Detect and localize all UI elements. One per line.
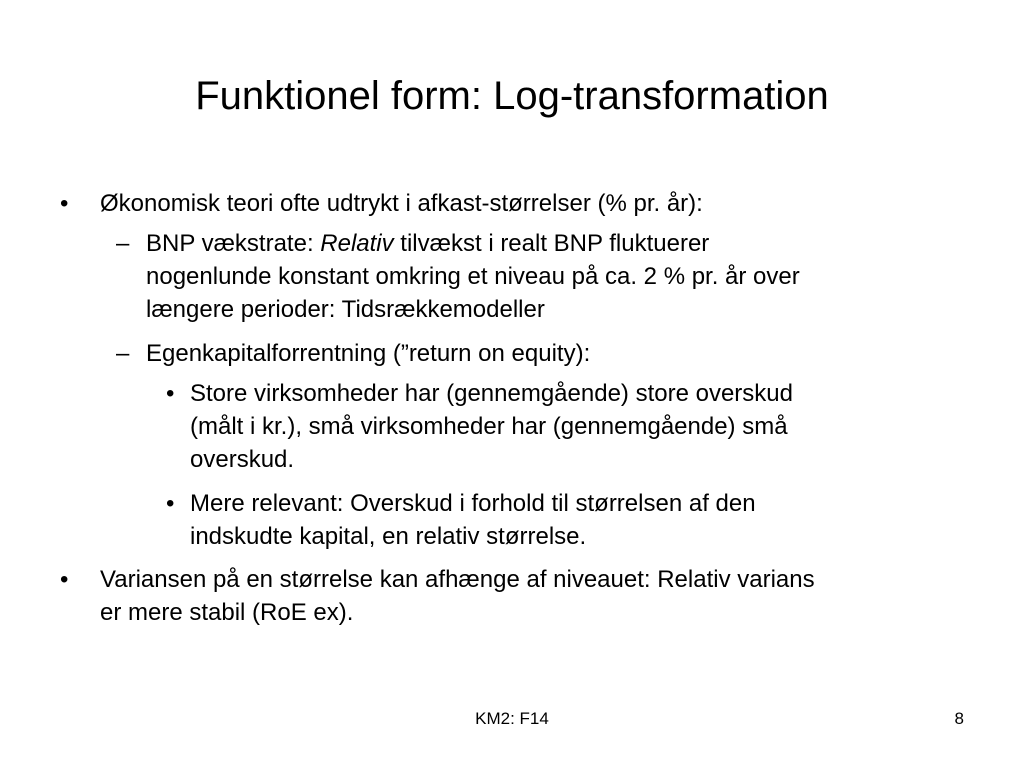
sub-item-prefix: BNP vækstrate:: [146, 230, 321, 257]
sub-item-line: [146, 227, 976, 260]
bullet-line: Variansen på en størrelse kan afhænge af niveauet: Relativ varians: [100, 566, 815, 593]
dash-icon: –: [116, 230, 130, 257]
bullet-item-economic-theory: [60, 187, 980, 220]
sub-item-line: nogenlunde konstant omkring et niveau på ca. 2 % pr. år over: [146, 263, 800, 290]
page-number: 8: [954, 709, 964, 728]
sub-sub-item-more-relevant: [166, 487, 980, 553]
emphasis-text: Relativ: [320, 230, 394, 257]
bullet-line: er mere stabil (RoE ex).: [100, 599, 354, 626]
bullet-icon: •: [166, 380, 175, 407]
sub-sub-item-line: indskudte kapital, en relativ størrelse.: [190, 523, 587, 550]
sub-sub-item-line: Mere relevant: Overskud i forhold til størrelsen af den: [190, 490, 756, 517]
bullet-icon: •: [60, 566, 69, 593]
sub-item-return-on-equity: [116, 337, 976, 370]
sub-item-rest: tilvækst i realt BNP fluktuerer: [393, 230, 710, 257]
sub-item-text: Egenkapitalforrentning (”return on equity):: [146, 340, 591, 367]
dash-icon: –: [116, 340, 130, 367]
bullet-item-variance: [60, 563, 980, 629]
sub-item-gdp-growth: [116, 227, 976, 326]
footer-course-label: KM2: F14: [475, 709, 549, 728]
bullet-icon: •: [60, 190, 69, 217]
bullet-text: Økonomisk teori ofte udtrykt i afkast-størrelser (% pr. år):: [100, 190, 703, 217]
sub-sub-item-large-firms: [166, 377, 980, 476]
bullet-icon: •: [166, 490, 175, 517]
sub-item-line: længere perioder: Tidsrækkemodeller: [146, 296, 545, 323]
slide-title: Funktionel form: Log-transformation: [195, 74, 829, 118]
sub-sub-item-line: overskud.: [190, 446, 295, 473]
sub-sub-item-line: (målt i kr.), små virksomheder har (gennemgående) små: [190, 413, 788, 440]
sub-sub-item-line: Store virksomheder har (gennemgående) store overskud: [190, 380, 793, 407]
